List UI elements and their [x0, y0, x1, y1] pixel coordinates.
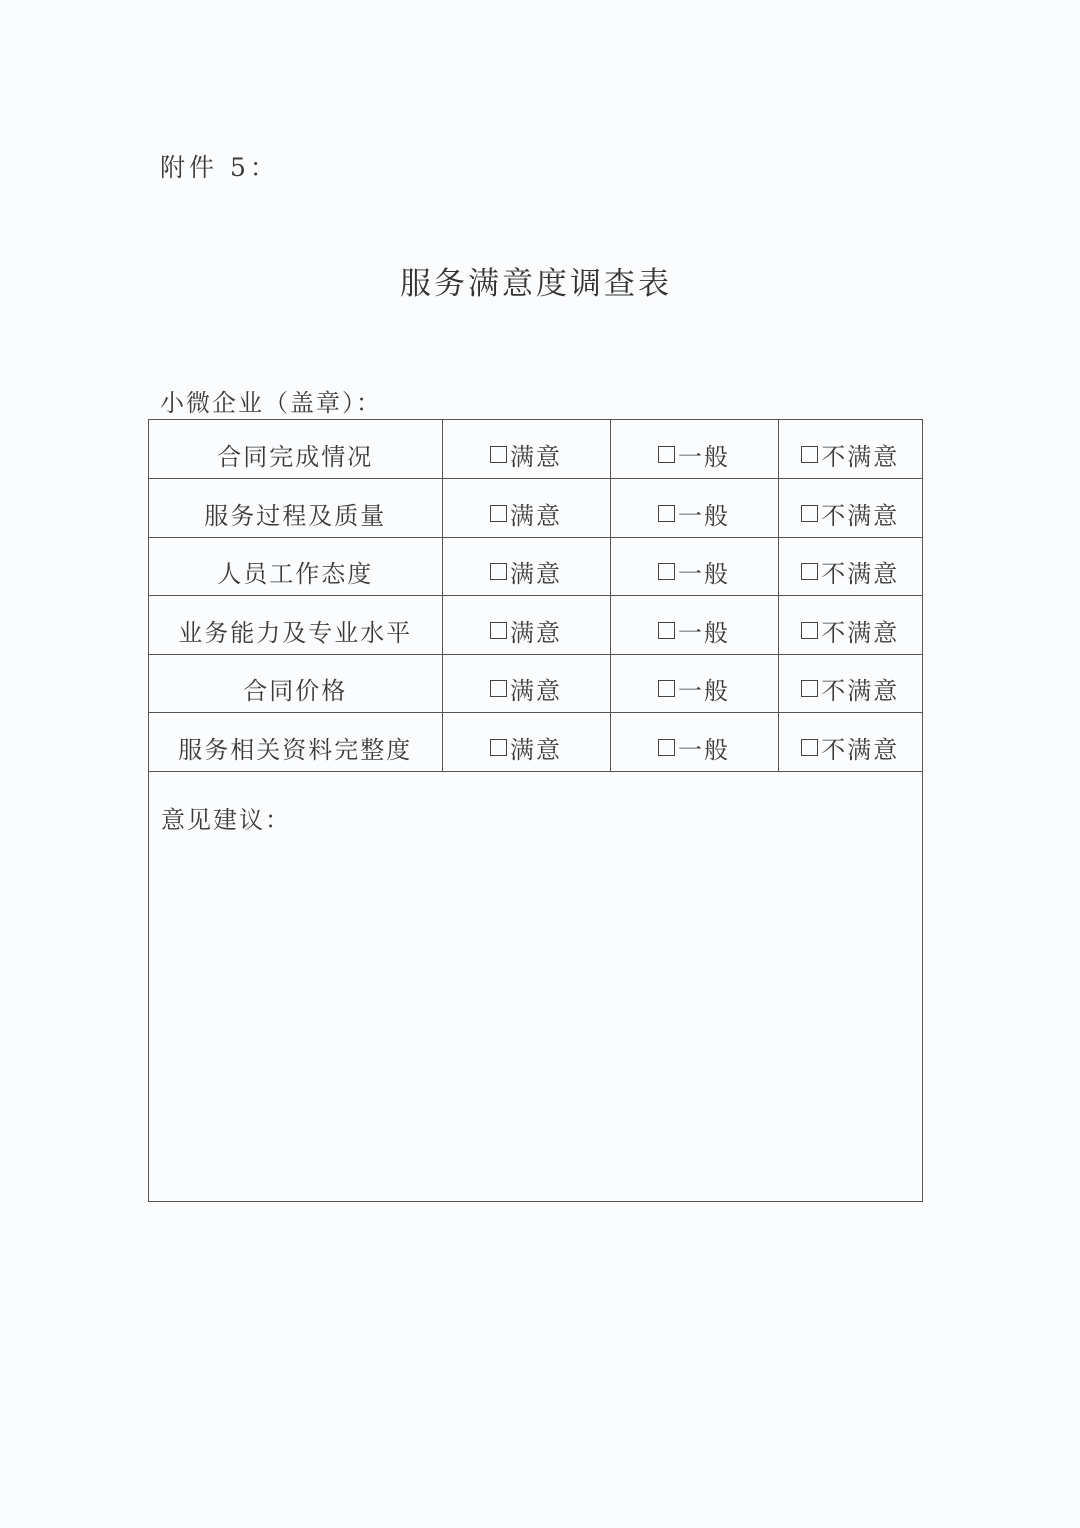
checkbox-icon[interactable]	[490, 739, 507, 756]
option-satisfied[interactable]	[442, 596, 610, 655]
option-label: 满意	[510, 560, 562, 588]
checkbox-icon[interactable]	[490, 622, 507, 639]
option-unsatisfied[interactable]	[778, 713, 922, 772]
option-label: 不满意	[821, 501, 900, 530]
item-label: 合同价格	[149, 654, 442, 713]
option-satisfied[interactable]	[442, 420, 610, 479]
option-label: 一般	[678, 560, 730, 588]
checkbox-icon[interactable]	[490, 446, 507, 463]
table-row	[149, 537, 922, 596]
checkbox-icon[interactable]	[801, 446, 818, 463]
attachment-label: 附件 5：	[160, 153, 279, 182]
checkbox-icon[interactable]	[658, 622, 675, 639]
option-average[interactable]	[610, 713, 778, 772]
option-unsatisfied[interactable]	[778, 654, 922, 713]
table-row	[149, 713, 922, 772]
option-average[interactable]	[610, 479, 778, 538]
table-row	[149, 479, 922, 538]
rating-grid	[149, 420, 922, 772]
option-label: 一般	[678, 618, 730, 647]
checkbox-icon[interactable]	[490, 505, 507, 522]
option-label: 满意	[510, 677, 562, 705]
checkbox-icon[interactable]	[801, 739, 818, 756]
table-row	[149, 420, 922, 479]
option-label: 一般	[678, 735, 730, 764]
option-average[interactable]	[610, 654, 778, 713]
option-unsatisfied[interactable]	[778, 479, 922, 538]
option-label: 满意	[510, 501, 562, 530]
option-label: 不满意	[821, 443, 900, 471]
checkbox-icon[interactable]	[801, 680, 818, 697]
checkbox-icon[interactable]	[658, 680, 675, 697]
option-unsatisfied[interactable]	[778, 596, 922, 655]
option-satisfied[interactable]	[442, 479, 610, 538]
checkbox-icon[interactable]	[490, 680, 507, 697]
item-label: 服务相关资料完整度	[149, 713, 442, 772]
item-label: 业务能力及专业水平	[149, 596, 442, 655]
table-row	[149, 654, 922, 713]
checkbox-icon[interactable]	[801, 563, 818, 580]
option-average[interactable]	[610, 537, 778, 596]
option-label: 不满意	[821, 560, 900, 588]
option-satisfied[interactable]	[442, 713, 610, 772]
table-row	[149, 596, 922, 655]
option-label: 满意	[510, 735, 562, 764]
checkbox-icon[interactable]	[658, 446, 675, 463]
checkbox-icon[interactable]	[801, 622, 818, 639]
option-unsatisfied[interactable]	[778, 537, 922, 596]
item-label: 人员工作态度	[149, 537, 442, 596]
checkbox-icon[interactable]	[801, 505, 818, 522]
option-label: 满意	[510, 618, 562, 647]
option-satisfied[interactable]	[442, 537, 610, 596]
survey-table	[148, 419, 923, 1202]
option-label: 一般	[678, 501, 730, 530]
checkbox-icon[interactable]	[658, 739, 675, 756]
checkbox-icon[interactable]	[658, 505, 675, 522]
option-unsatisfied[interactable]	[778, 420, 922, 479]
company-seal-label: 小微企业（盖章）：	[160, 389, 382, 417]
option-label: 不满意	[821, 677, 900, 705]
item-label: 服务过程及质量	[149, 479, 442, 538]
option-label: 一般	[678, 443, 730, 471]
option-label: 满意	[510, 443, 562, 471]
option-average[interactable]	[610, 420, 778, 479]
checkbox-icon[interactable]	[658, 563, 675, 580]
option-label: 不满意	[821, 618, 900, 647]
item-label: 合同完成情况	[149, 420, 442, 479]
checkbox-icon[interactable]	[490, 563, 507, 580]
option-average[interactable]	[610, 596, 778, 655]
option-label: 不满意	[821, 735, 900, 764]
page-title: 服务满意度调查表	[400, 266, 672, 302]
option-label: 一般	[678, 677, 730, 705]
option-satisfied[interactable]	[442, 654, 610, 713]
suggestion-label: 意见建议：	[161, 806, 291, 834]
